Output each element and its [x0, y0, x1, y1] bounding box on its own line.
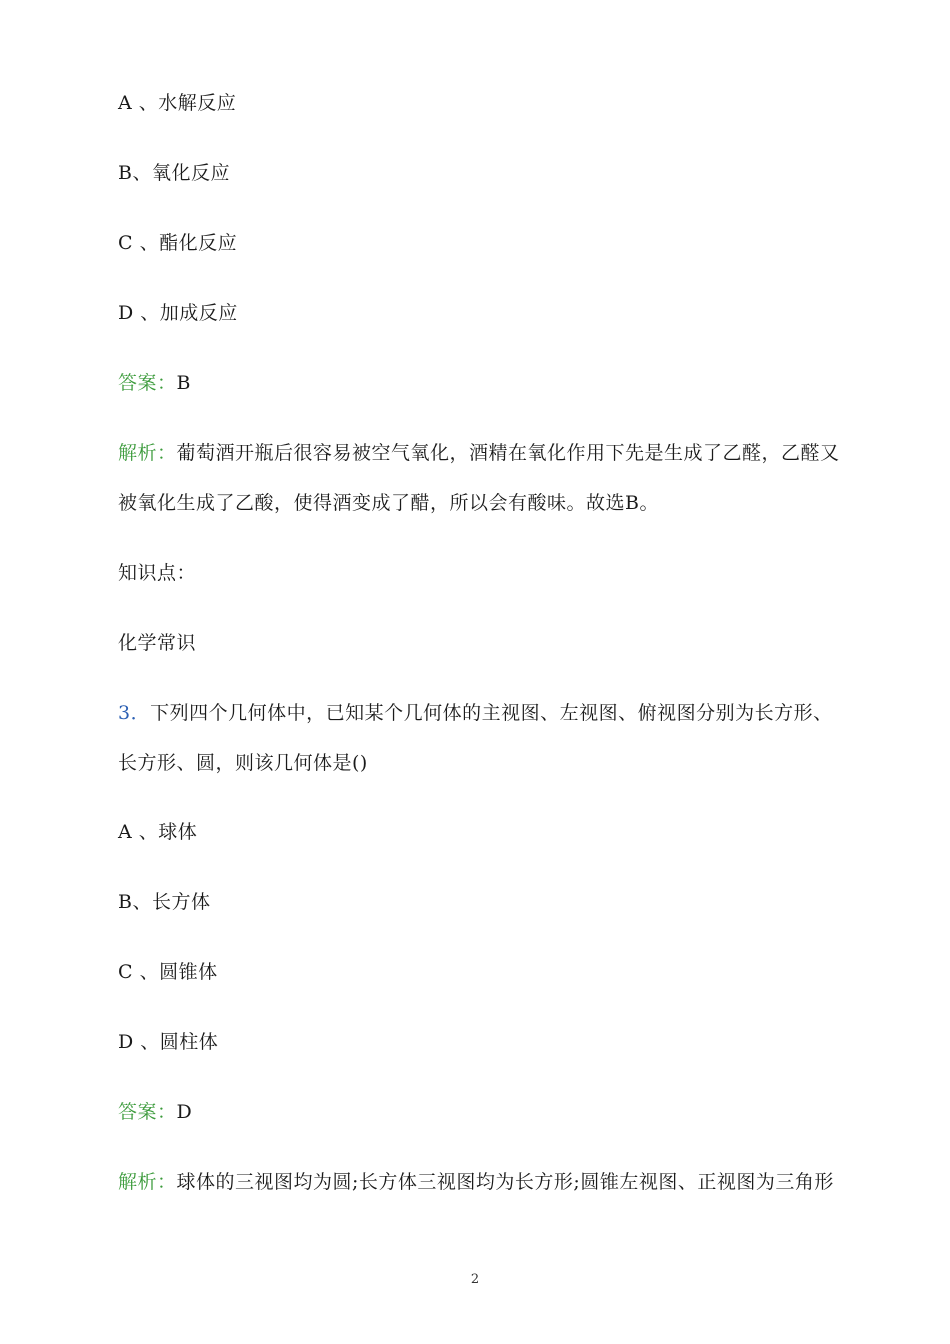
q3-option-b: B、长方体 — [118, 891, 211, 913]
q3-option-d: D 、圆柱体 — [118, 1031, 219, 1053]
page-number: 2 — [470, 1272, 480, 1287]
q3-question-text1: 下列四个几何体中，已知某个几何体的主视图、左视图、俯视图分别为长方形、 — [150, 702, 833, 724]
q3-answer — [118, 1100, 192, 1124]
q3-analysis-line1 — [118, 1170, 834, 1194]
q3-answer-label: 答案： — [118, 1101, 177, 1123]
q2-answer — [118, 371, 191, 395]
q2-option-d: D 、加成反应 — [118, 302, 238, 324]
q2-analysis-line1 — [118, 441, 840, 465]
q2-option-a: A 、水解反应 — [118, 92, 237, 114]
q3-option-c: C 、圆锥体 — [118, 961, 218, 983]
q3-question-line2: 长方形、圆，则该几何体是() — [118, 752, 368, 774]
q3-option-a: A 、球体 — [118, 821, 198, 843]
q2-answer-value: B — [176, 372, 191, 394]
q2-option-b: B、氧化反应 — [118, 162, 230, 184]
q3-number: 3． — [118, 702, 151, 724]
q2-analysis-line2: 被氧化生成了乙酸，使得酒变成了醋，所以会有酸味。故选B。 — [118, 492, 659, 514]
q2-knowledge-value: 化学常识 — [118, 632, 197, 654]
q2-answer-label: 答案： — [118, 372, 177, 394]
q2-option-c: C 、酯化反应 — [118, 232, 238, 254]
q2-knowledge-label: 知识点： — [118, 562, 197, 584]
q3-question-line1 — [118, 701, 833, 725]
q3-answer-value: D — [176, 1101, 193, 1123]
q2-analysis-label: 解析： — [118, 442, 177, 464]
q2-analysis-text1: 葡萄酒开瓶后很容易被空气氧化，酒精在氧化作用下先是生成了乙醛，乙醛又 — [176, 442, 840, 464]
q3-analysis-label: 解析： — [118, 1171, 177, 1193]
q3-analysis-text1: 球体的三视图均为圆;长方体三视图均为长方形;圆锥左视图、正视图为三角形 — [176, 1171, 834, 1193]
